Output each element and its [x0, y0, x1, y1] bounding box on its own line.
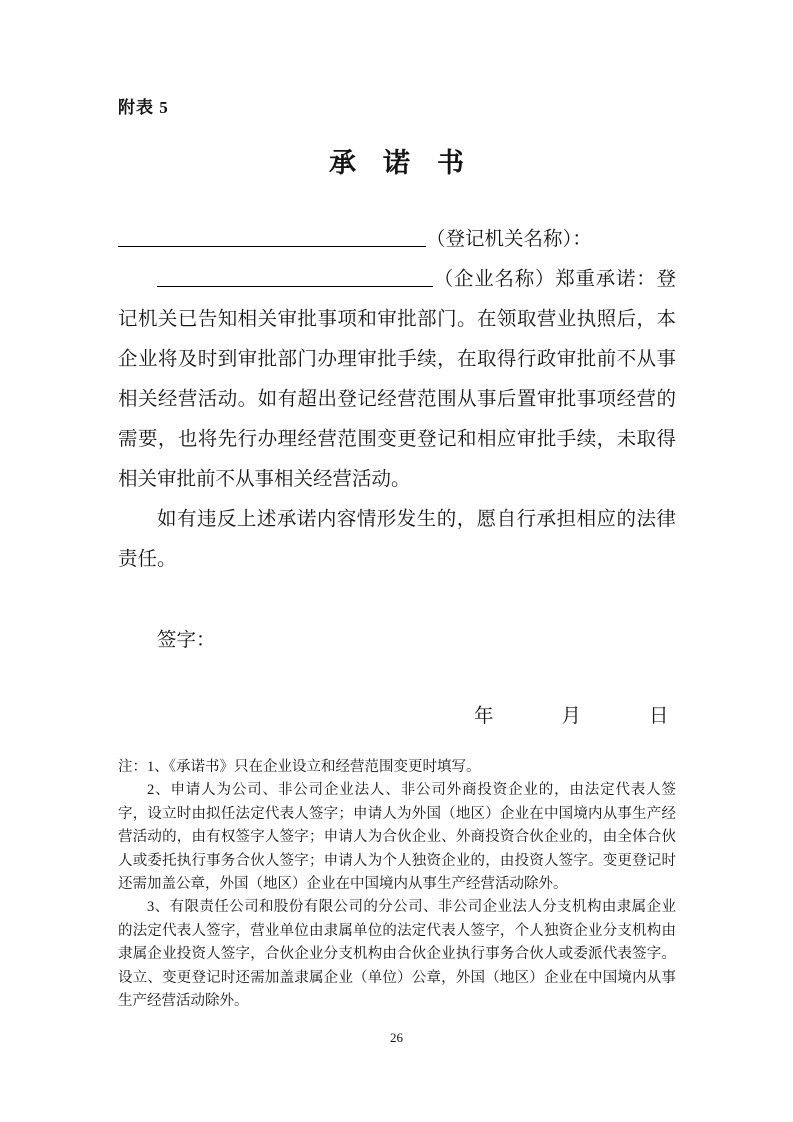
date-year-label: 年 — [474, 706, 494, 727]
commitment-paragraph — [118, 260, 676, 500]
enterprise-name-label: （企业名称）郑重承诺： — [433, 269, 657, 290]
note-2: 2、申请人为公司、非公司企业法人、非公司外商投资企业的，由法定代表人签字，设立时由拟任法定代表人签字；申请人为外国（地区）企业在中国境内从事生产经营活动的，由有权签字人签字；申请人为合伙企业、外商投资合伙企业的，由全体合伙人或委托执行事务合伙人签字；申请人为个人独资企业的，由投资人签字。变更登记时还需加盖公章，外国（地区）企业在中国境内从事生产经营活动除外。 — [118, 782, 676, 893]
date-day-label: 日 — [649, 706, 669, 727]
appendix-label: 附表 5 — [118, 98, 169, 117]
date-line — [118, 700, 676, 728]
signature-label: 签字： — [157, 630, 216, 651]
enterprise-name-blank-field[interactable] — [157, 267, 433, 287]
liability-paragraph: 如有违反上述承诺内容情形发生的，愿自行承担相应的法律责任。 — [118, 509, 676, 570]
registry-line — [118, 220, 676, 260]
notes-section — [118, 756, 676, 1013]
note-3: 3、有限责任公司和股份有限公司的分公司、非公司企业法人分支机构由隶属企业的法定代表人签字，营业单位由隶属单位的法定代表人签字，个人独资企业分支机构由隶属企业投资人签字，合伙企业分支机构由合伙企业执行事务合伙人或委派代表签字。设立、变更登记时还需加盖隶属企业（单位）公章，外国（地区）企业在中国境内从事生产经营活动除外。 — [118, 899, 676, 1010]
registry-name-blank-field[interactable] — [118, 227, 426, 247]
registry-name-label: （登记机关名称）： — [426, 229, 592, 250]
note-1: 注：1、《承诺书》只在企业设立和经营范围变更时填写。 — [118, 759, 481, 775]
date-month-label: 月 — [561, 706, 582, 727]
page-title: 承 诺 书 — [329, 148, 464, 178]
page-number: 26 — [390, 1030, 403, 1045]
commitment-body — [118, 220, 676, 580]
commitment-text: 登记机关已告知相关审批事项和审批部门。在领取营业执照后，本企业将及时到审批部门办理审批手续，在取得行政审批前不从事相关经营活动。如有超出登记经营范围从事后置审批事项经营的需要，也将先行办理经营范围变更登记和相应审批手续，未取得相关审批前不从事相关经营活动。 — [118, 269, 676, 490]
